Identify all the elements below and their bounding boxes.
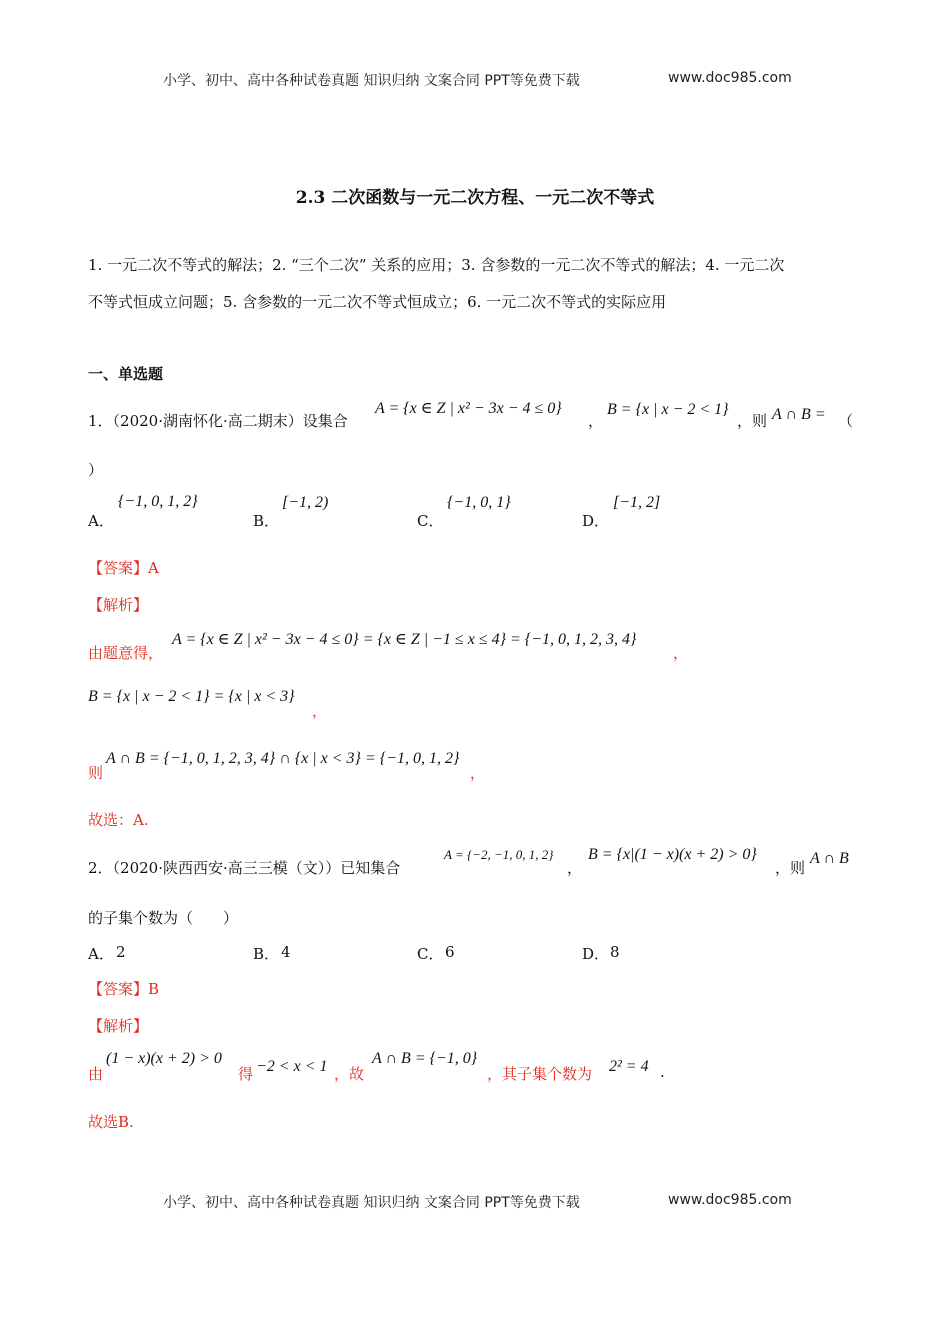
- topics-line-2: 不等式恒成立问题；5. 含参数的一元二次不等式恒成立；6. 一元二次不等式的实际应用: [88, 293, 667, 311]
- q2-line2: 的子集个数为（ ）: [88, 909, 239, 927]
- q1-step2-math: B = {x | x − 2 < 1} = {x | x < 3}: [88, 688, 295, 705]
- q2-sol-gu: ，故: [334, 1065, 365, 1083]
- footer-site-link[interactable]: www.doc985.com: [668, 1192, 792, 1208]
- q1-option-b-value: [−1, 2): [282, 494, 329, 511]
- q1-option-c-value: {−1, 0, 1}: [447, 494, 511, 511]
- q2-option-b-value: 4: [281, 943, 291, 961]
- q1-analysis-label: 【解析】: [88, 596, 149, 614]
- q1-step1-text: 由题意得，: [88, 644, 164, 662]
- header-banner-text: 小学、初中、高中各种试卷真题 知识归纳 文案合同 PPT等免费下载: [163, 73, 580, 89]
- topics-line-1: 1. 一元二次不等式的解法；2. “三个二次” 关系的应用；3. 含参数的一元二次不等式的解法；4. 一元二次: [88, 256, 785, 274]
- q1-conclusion: 故选：A.: [88, 811, 149, 829]
- q2-sol-you: 由: [88, 1065, 104, 1083]
- q1-step3-math: A ∩ B = {−1, 0, 1, 2, 3, 4} ∩ {x | x < 3} = {−1, 0, 1, 2}: [106, 750, 460, 767]
- q1-option-d-label: D．: [582, 512, 610, 530]
- q2-option-d-value: 8: [610, 943, 620, 961]
- q2-option-d-label: D．: [582, 945, 610, 963]
- q1-option-b-label: B．: [253, 512, 280, 530]
- q2-option-c-label: C．: [417, 945, 444, 963]
- q2-sol-math-3: A ∩ B = {−1, 0}: [372, 1050, 478, 1067]
- q2-option-a-label: A．: [88, 945, 114, 963]
- q1-intersection: A ∩ B =: [772, 406, 826, 423]
- q2-conclusion: 故选B.: [88, 1113, 134, 1131]
- q1-option-d-value: [−1, 2]: [613, 494, 661, 511]
- q2-option-b-label: B．: [253, 945, 280, 963]
- footer-banner-text: 小学、初中、高中各种试卷真题 知识归纳 文案合同 PPT等免费下载: [163, 1195, 580, 1211]
- q2-sol-de: 得: [238, 1065, 254, 1083]
- q1-comma: ，: [588, 412, 604, 430]
- q2-set-a: A = {−2, −1, 0, 1, 2}: [444, 847, 554, 862]
- q1-then: ，则: [737, 412, 768, 430]
- q1-paren-close: ）: [88, 461, 104, 479]
- q2-sol-math-1: (1 − x)(x + 2) > 0: [106, 1050, 222, 1067]
- q2-intersection: A ∩ B: [810, 850, 849, 867]
- q1-option-c-label: C．: [417, 512, 444, 530]
- q2-option-a-value: 2: [116, 943, 126, 961]
- q2-answer-label: 【答案】B: [88, 980, 160, 998]
- q2-set-b: B = {x|(1 − x)(x + 2) > 0}: [588, 846, 757, 863]
- q1-option-a-value: {−1, 0, 1, 2}: [118, 493, 198, 510]
- q2-option-c-value: 6: [445, 943, 455, 961]
- q1-step1-math: A = {x ∈ Z | x² − 3x − 4 ≤ 0} = {x ∈ Z | −1 ≤ x ≤ 4} = {−1, 0, 1, 2, 3, 4}: [172, 631, 637, 648]
- q1-step1-end: ，: [673, 644, 689, 662]
- q2-sol-end: .: [660, 1063, 665, 1081]
- section-heading: 一、单选题: [88, 365, 164, 383]
- q1-prefix: 1．（2020·湖南怀化·高二期末）设集合: [88, 412, 348, 430]
- q1-step3-text: 则: [88, 764, 104, 782]
- q2-then: ，则: [775, 859, 806, 877]
- header-site-link[interactable]: www.doc985.com: [668, 70, 792, 86]
- q1-set-b: B = {x | x − 2 < 1}: [607, 401, 729, 418]
- q2-sol-math-2: −2 < x < 1: [256, 1058, 328, 1075]
- q2-sol-sub: ，其子集个数为: [487, 1065, 593, 1083]
- q1-set-a: A = {x ∈ Z | x² − 3x − 4 ≤ 0}: [375, 400, 562, 417]
- q1-paren-open: （: [838, 412, 854, 430]
- q2-prefix: 2．（2020·陕西西安·高三三模（文））已知集合: [88, 859, 401, 877]
- q1-step3-end: ，: [470, 764, 486, 782]
- q1-option-a-label: A．: [88, 512, 114, 530]
- q2-sol-math-4: 2² = 4: [609, 1058, 649, 1075]
- q1-step2-end: ，: [312, 702, 328, 720]
- page-title: 2.3 二次函数与一元二次方程、一元二次不等式: [295, 188, 655, 208]
- q2-comma: ，: [567, 859, 583, 877]
- q2-analysis-label: 【解析】: [88, 1017, 149, 1035]
- q1-answer-label: 【答案】A: [88, 559, 159, 577]
